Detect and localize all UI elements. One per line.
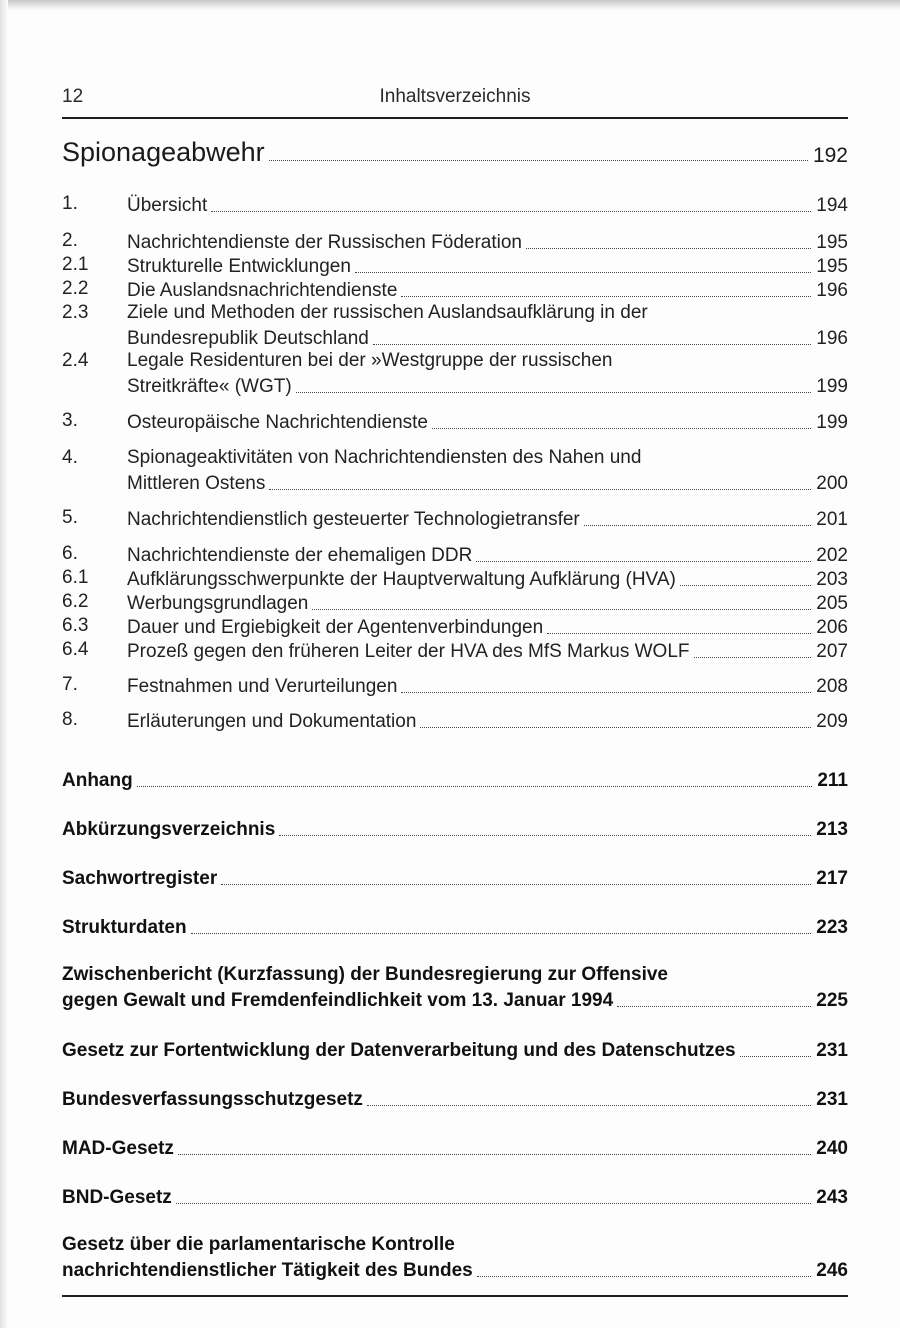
- entry-title: Strukturelle Entwicklungen: [127, 256, 351, 277]
- entry-page: 199: [816, 412, 848, 433]
- dot-leader: [312, 609, 811, 610]
- page-edge-shadow-left: [0, 0, 8, 1328]
- appendix-page: 231: [816, 1040, 848, 1061]
- entry-page: 201: [816, 509, 848, 530]
- entry-page: 209: [816, 711, 848, 732]
- appendix-page: 240: [816, 1138, 848, 1159]
- dot-leader: [617, 1006, 811, 1007]
- dot-leader: [547, 633, 811, 634]
- entry-number: 6.4: [62, 639, 89, 660]
- entry-number: 6.3: [62, 615, 89, 636]
- chapter-page: 192: [812, 144, 848, 167]
- entry-title: Die Auslandsnachrichtendienste: [127, 280, 398, 301]
- entry-page: 196: [816, 328, 848, 349]
- toc-entry: [127, 639, 848, 663]
- entry-page: 195: [816, 232, 848, 253]
- toc-entry: [127, 591, 848, 615]
- entry-title: Nachrichtendienste der ehemaligen DDR: [127, 545, 473, 566]
- dot-leader: [137, 786, 813, 787]
- running-title: Inhaltsverzeichnis: [379, 86, 531, 107]
- toc-entry: [127, 471, 848, 495]
- toc-entry: [127, 374, 848, 398]
- dot-leader: [211, 211, 811, 212]
- appendix-page: 231: [816, 1089, 848, 1110]
- dot-leader: [367, 1105, 811, 1106]
- entry-number: 2.: [62, 230, 78, 251]
- chapter-title: Spionageabwehr: [62, 137, 265, 167]
- appendix-entry: [62, 817, 848, 841]
- dot-leader: [355, 272, 811, 273]
- toc-entry: [127, 230, 848, 254]
- appendix-title-line1: Gesetz über die parlamentarische Kontrolle: [62, 1234, 455, 1255]
- appendix-entry: [62, 1258, 848, 1282]
- appendix-entry: [62, 866, 848, 890]
- entry-number: 4.: [62, 447, 78, 468]
- dot-leader: [694, 657, 812, 658]
- appendix-entry: [62, 1136, 848, 1160]
- appendix-page: 246: [816, 1260, 848, 1281]
- toc-entry: [127, 193, 848, 217]
- entry-title: Festnahmen und Verurteilungen: [127, 676, 398, 697]
- appendix-title: nachrichtendienstlicher Tätigkeit des Bundes: [62, 1260, 473, 1281]
- appendix-page: 225: [816, 990, 848, 1011]
- page-header: [62, 86, 848, 110]
- entry-page: 195: [816, 256, 848, 277]
- dot-leader: [191, 933, 812, 934]
- entry-page: 202: [816, 545, 848, 566]
- appendix-page: 243: [816, 1187, 848, 1208]
- toc-entry: [127, 709, 848, 733]
- entry-page: 199: [816, 376, 848, 397]
- entry-title: Bundesrepublik Deutschland: [127, 328, 369, 349]
- entry-title-line1: Ziele und Methoden der russischen Auslandsaufklärung in der: [127, 302, 648, 323]
- appendix-entry: [62, 988, 848, 1012]
- toc-entry: [127, 543, 848, 567]
- dot-leader: [178, 1154, 811, 1155]
- dot-leader: [401, 692, 811, 693]
- appendix-title-line1: Zwischenbericht (Kurzfassung) der Bundesregierung zur Offensive: [62, 964, 668, 985]
- entry-title: Mittleren Ostens: [127, 473, 266, 494]
- toc-entry: [127, 507, 848, 531]
- entry-number: 2.3: [62, 302, 89, 323]
- dot-leader: [373, 344, 811, 345]
- dot-leader: [740, 1056, 812, 1057]
- entry-number: 6.: [62, 543, 78, 564]
- entry-title: Werbungsgrundlagen: [127, 593, 309, 614]
- entry-number: 8.: [62, 709, 78, 730]
- entry-title: Dauer und Ergiebigkeit der Agentenverbindungen: [127, 617, 544, 638]
- entry-number: 1.: [62, 193, 78, 214]
- dot-leader: [680, 585, 811, 586]
- entry-page: 194: [816, 195, 848, 216]
- appendix-title: Sachwortregister: [62, 868, 218, 889]
- dot-leader: [269, 489, 811, 490]
- appendix-entry: [62, 915, 848, 939]
- entry-page: 196: [816, 280, 848, 301]
- dot-leader: [401, 296, 811, 297]
- entry-page: 200: [816, 473, 848, 494]
- entry-number: 2.1: [62, 254, 89, 275]
- entry-title: Übersicht: [127, 195, 208, 216]
- appendix-entry: [62, 768, 848, 792]
- entry-page: 208: [816, 676, 848, 697]
- entry-title: Nachrichtendienste der Russischen Föderation: [127, 232, 522, 253]
- dot-leader: [584, 525, 812, 526]
- entry-page: 206: [816, 617, 848, 638]
- appendix-title: Strukturdaten: [62, 917, 187, 938]
- dot-leader: [432, 428, 811, 429]
- dot-leader: [176, 1203, 811, 1204]
- appendix-title: Bundesverfassungsschutzgesetz: [62, 1089, 363, 1110]
- header-rule: [62, 117, 848, 119]
- entry-number: 2.4: [62, 350, 89, 371]
- entry-page: 205: [816, 593, 848, 614]
- dot-leader: [476, 561, 811, 562]
- page-edge-shadow: [0, 0, 900, 10]
- appendix-title: BND-Gesetz: [62, 1187, 172, 1208]
- toc-entry: [127, 326, 848, 350]
- entry-page: 207: [816, 641, 848, 662]
- toc-entry: [127, 410, 848, 434]
- appendix-title: gegen Gewalt und Fremdenfeindlichkeit vom 13. Januar 1994: [62, 990, 614, 1011]
- entry-number: 3.: [62, 410, 78, 431]
- toc-entry: [127, 254, 848, 278]
- toc-entry: [127, 615, 848, 639]
- entry-page: 203: [816, 569, 848, 590]
- appendix-title: MAD-Gesetz: [62, 1138, 174, 1159]
- appendix-page: 213: [816, 819, 848, 840]
- appendix-page: 223: [816, 917, 848, 938]
- entry-title-line1: Spionageaktivitäten von Nachrichtendiensten des Nahen und: [127, 447, 642, 468]
- page-number: 12: [62, 86, 84, 107]
- entry-number: 5.: [62, 507, 78, 528]
- entry-title: Nachrichtendienstlich gesteuerter Technologietransfer: [127, 509, 580, 530]
- entry-number: 6.1: [62, 567, 89, 588]
- appendix-title: Gesetz zur Fortentwicklung der Datenverarbeitung und des Datenschutzes: [62, 1040, 736, 1061]
- entry-number: 2.2: [62, 278, 89, 299]
- appendix-page: 217: [816, 868, 848, 889]
- dot-leader: [526, 248, 811, 249]
- appendix-title: Anhang: [62, 770, 133, 791]
- entry-title: Streitkräfte« (WGT): [127, 376, 292, 397]
- dot-leader: [477, 1276, 812, 1277]
- appendix-entry: [62, 1038, 848, 1062]
- dot-leader: [296, 392, 812, 393]
- chapter-title-row: [62, 134, 848, 168]
- toc-entry: [127, 674, 848, 698]
- entry-title: Prozeß gegen den früheren Leiter der HVA des MfS Markus WOLF: [127, 641, 690, 662]
- entry-title: Erläuterungen und Dokumentation: [127, 711, 417, 732]
- toc-entry: [127, 567, 848, 591]
- appendix-page: 211: [817, 770, 848, 791]
- appendix-title: Abkürzungsverzeichnis: [62, 819, 276, 840]
- entry-number: 6.2: [62, 591, 89, 612]
- entry-title: Aufklärungsschwerpunkte der Hauptverwaltung Aufklärung (HVA): [127, 569, 676, 590]
- toc-entry: [127, 278, 848, 302]
- appendix-entry: [62, 1185, 848, 1209]
- dot-leader: [221, 884, 811, 885]
- dot-leader: [269, 160, 808, 161]
- appendix-entry: [62, 1087, 848, 1111]
- footer-rule: [62, 1295, 848, 1297]
- dot-leader: [420, 727, 811, 728]
- dot-leader: [279, 835, 811, 836]
- entry-title-line1: Legale Residenturen bei der »Westgruppe der russischen: [127, 350, 613, 371]
- entry-number: 7.: [62, 674, 78, 695]
- entry-title: Osteuropäische Nachrichtendienste: [127, 412, 429, 433]
